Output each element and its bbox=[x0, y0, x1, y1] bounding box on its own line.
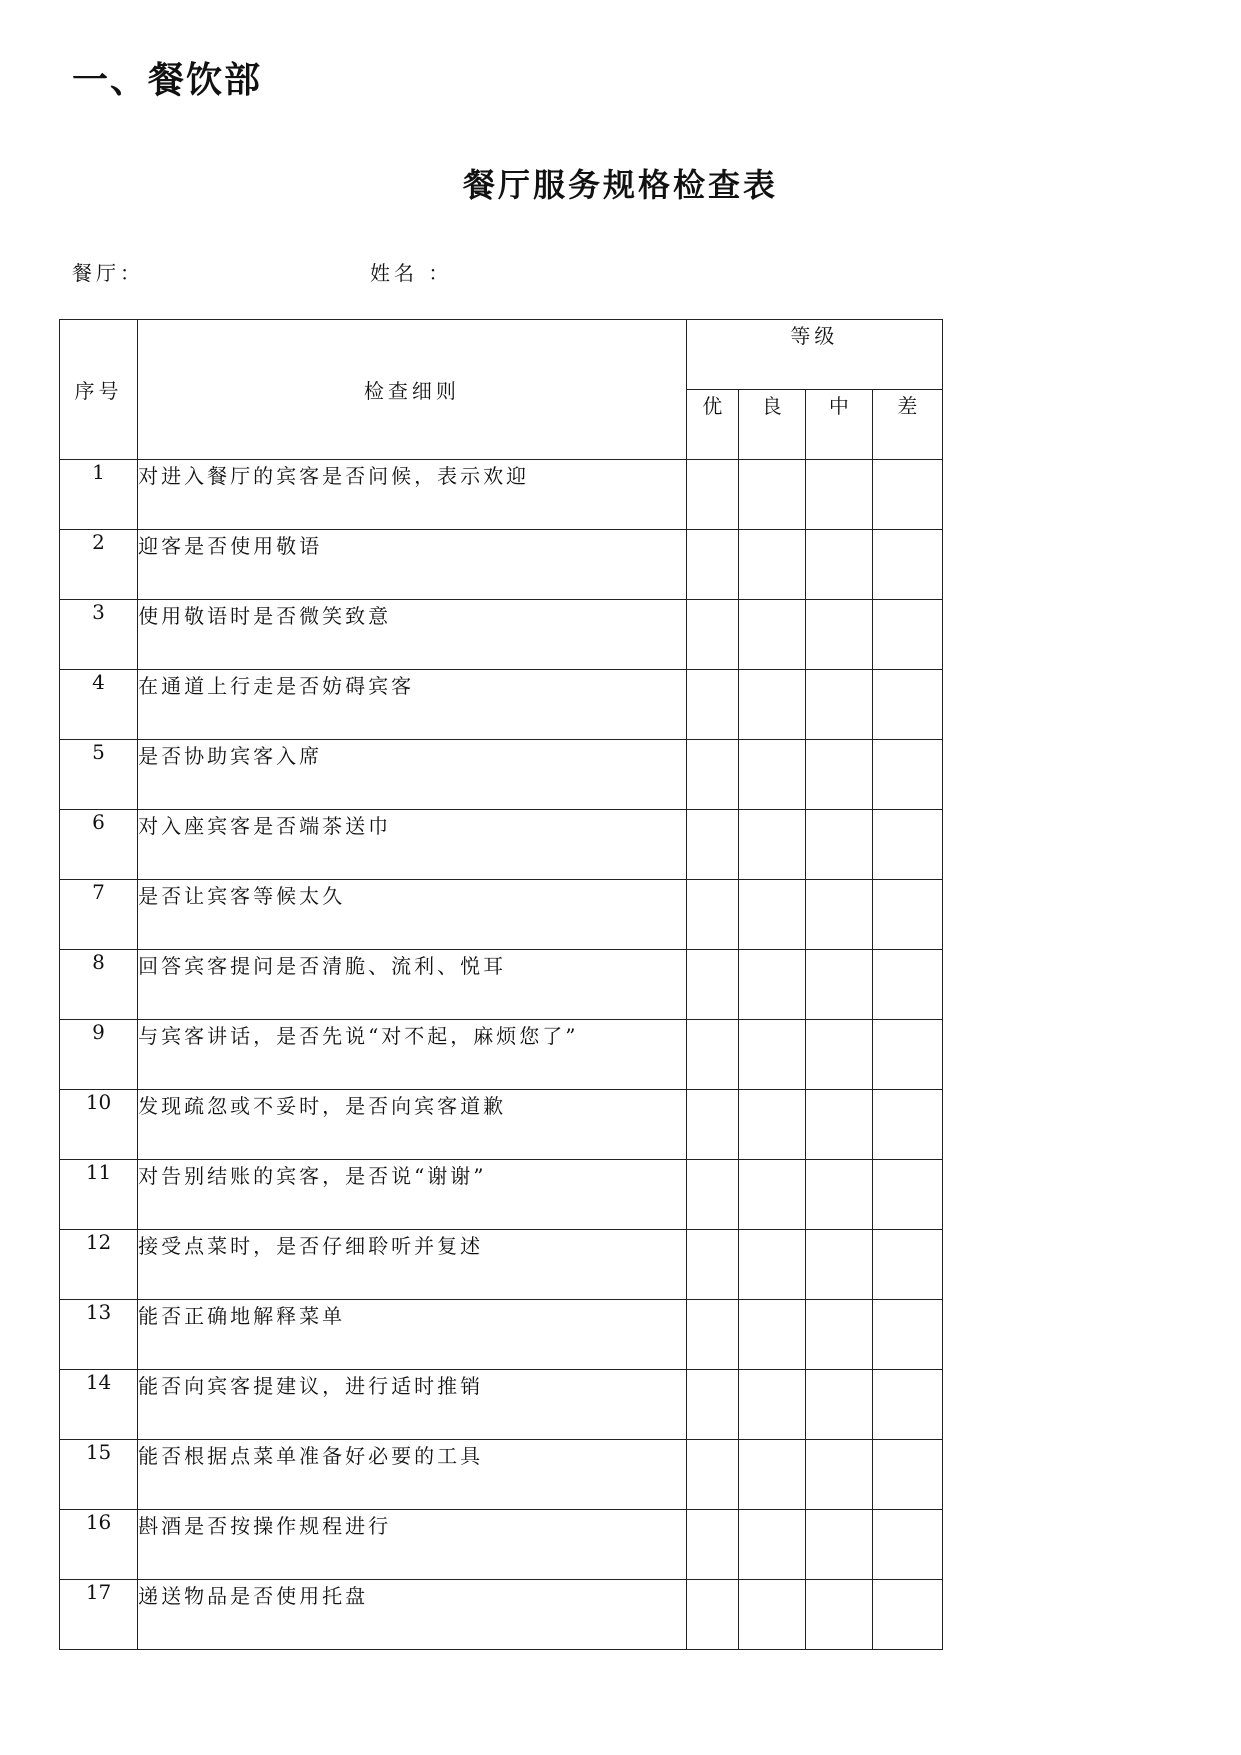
row-inspection-item: 对告别结账的宾客，是否说“谢谢” bbox=[138, 1160, 687, 1230]
grade-cell-poor[interactable] bbox=[872, 950, 942, 1020]
row-inspection-item: 能否正确地解释菜单 bbox=[138, 1300, 687, 1370]
table-row bbox=[60, 950, 943, 1020]
table-row bbox=[60, 1300, 943, 1370]
grade-cell-good[interactable] bbox=[738, 1300, 805, 1370]
header-grade-poor: 差 bbox=[872, 390, 942, 460]
row-inspection-item: 是否协助宾客入席 bbox=[138, 740, 687, 810]
table-row bbox=[60, 600, 943, 670]
grade-cell-good[interactable] bbox=[738, 1510, 805, 1580]
grade-cell-excellent[interactable] bbox=[686, 1580, 738, 1650]
grade-cell-excellent[interactable] bbox=[686, 460, 738, 530]
grade-cell-good[interactable] bbox=[738, 810, 805, 880]
grade-cell-average[interactable] bbox=[805, 670, 872, 740]
grade-cell-average[interactable] bbox=[805, 600, 872, 670]
table-row bbox=[60, 1510, 943, 1580]
table-row bbox=[60, 460, 943, 530]
row-inspection-item: 能否根据点菜单准备好必要的工具 bbox=[138, 1440, 687, 1510]
grade-cell-average[interactable] bbox=[805, 1370, 872, 1440]
row-serial-number: 17 bbox=[60, 1580, 138, 1650]
row-serial-number: 5 bbox=[60, 740, 138, 810]
table-row bbox=[60, 1230, 943, 1300]
grade-cell-good[interactable] bbox=[738, 1370, 805, 1440]
grade-cell-poor[interactable] bbox=[872, 460, 942, 530]
grade-cell-poor[interactable] bbox=[872, 1510, 942, 1580]
grade-cell-poor[interactable] bbox=[872, 1230, 942, 1300]
header-serial-number: 序号 bbox=[60, 320, 138, 460]
grade-cell-poor[interactable] bbox=[872, 1300, 942, 1370]
table-row bbox=[60, 1090, 943, 1160]
grade-cell-average[interactable] bbox=[805, 1440, 872, 1510]
row-inspection-item: 在通道上行走是否妨碍宾客 bbox=[138, 670, 687, 740]
grade-cell-excellent[interactable] bbox=[686, 1090, 738, 1160]
grade-cell-poor[interactable] bbox=[872, 1370, 942, 1440]
row-serial-number: 1 bbox=[60, 460, 138, 530]
grade-cell-average[interactable] bbox=[805, 1230, 872, 1300]
row-inspection-item: 是否让宾客等候太久 bbox=[138, 880, 687, 950]
row-serial-number: 9 bbox=[60, 1020, 138, 1090]
row-serial-number: 6 bbox=[60, 810, 138, 880]
grade-cell-good[interactable] bbox=[738, 880, 805, 950]
grade-cell-excellent[interactable] bbox=[686, 1160, 738, 1230]
table-row bbox=[60, 1370, 943, 1440]
grade-cell-good[interactable] bbox=[738, 1160, 805, 1230]
grade-cell-good[interactable] bbox=[738, 460, 805, 530]
grade-cell-good[interactable] bbox=[738, 950, 805, 1020]
row-inspection-item: 迎客是否使用敬语 bbox=[138, 530, 687, 600]
row-serial-number: 4 bbox=[60, 670, 138, 740]
row-serial-number: 12 bbox=[60, 1230, 138, 1300]
inspection-table bbox=[59, 319, 943, 1650]
row-serial-number: 7 bbox=[60, 880, 138, 950]
grade-cell-poor[interactable] bbox=[872, 530, 942, 600]
table-row bbox=[60, 880, 943, 950]
row-serial-number: 3 bbox=[60, 600, 138, 670]
grade-cell-good[interactable] bbox=[738, 1440, 805, 1510]
grade-cell-average[interactable] bbox=[805, 1510, 872, 1580]
grade-cell-average[interactable] bbox=[805, 1580, 872, 1650]
header-grade: 等级 bbox=[686, 320, 942, 390]
grade-cell-excellent[interactable] bbox=[686, 880, 738, 950]
grade-cell-excellent[interactable] bbox=[686, 1300, 738, 1370]
grade-cell-poor[interactable] bbox=[872, 740, 942, 810]
row-inspection-item: 接受点菜时，是否仔细聆听并复述 bbox=[138, 1230, 687, 1300]
row-serial-number: 14 bbox=[60, 1370, 138, 1440]
grade-cell-average[interactable] bbox=[805, 880, 872, 950]
row-inspection-item: 斟酒是否按操作规程进行 bbox=[138, 1510, 687, 1580]
table-row bbox=[60, 530, 943, 600]
grade-cell-excellent[interactable] bbox=[686, 670, 738, 740]
header-grade-good: 良 bbox=[738, 390, 805, 460]
grade-cell-excellent[interactable] bbox=[686, 950, 738, 1020]
grade-cell-excellent[interactable] bbox=[686, 1440, 738, 1510]
name-field bbox=[370, 258, 612, 288]
grade-cell-poor[interactable] bbox=[872, 1160, 942, 1230]
grade-cell-excellent[interactable] bbox=[686, 1020, 738, 1090]
row-inspection-item: 发现疏忽或不妥时，是否向宾客道歉 bbox=[138, 1090, 687, 1160]
grade-cell-good[interactable] bbox=[738, 740, 805, 810]
grade-cell-good[interactable] bbox=[738, 1090, 805, 1160]
grade-cell-excellent[interactable] bbox=[686, 600, 738, 670]
table-row bbox=[60, 1160, 943, 1230]
grade-cell-excellent[interactable] bbox=[686, 740, 738, 810]
grade-cell-excellent[interactable] bbox=[686, 810, 738, 880]
grade-cell-average[interactable] bbox=[805, 950, 872, 1020]
table-row bbox=[60, 1440, 943, 1510]
grade-cell-average[interactable] bbox=[805, 810, 872, 880]
grade-cell-average[interactable] bbox=[805, 740, 872, 810]
grade-cell-poor[interactable] bbox=[872, 600, 942, 670]
table-row bbox=[60, 1020, 943, 1090]
grade-cell-good[interactable] bbox=[738, 530, 805, 600]
table-row bbox=[60, 670, 943, 740]
row-serial-number: 13 bbox=[60, 1300, 138, 1370]
restaurant-field bbox=[72, 258, 304, 288]
row-inspection-item: 回答宾客提问是否清脆、流利、悦耳 bbox=[138, 950, 687, 1020]
grade-cell-poor[interactable] bbox=[872, 1090, 942, 1160]
grade-cell-poor[interactable] bbox=[872, 1440, 942, 1510]
grade-cell-average[interactable] bbox=[805, 1300, 872, 1370]
row-inspection-item: 使用敬语时是否微笑致意 bbox=[138, 600, 687, 670]
grade-cell-excellent[interactable] bbox=[686, 1510, 738, 1580]
form-title: 餐厅服务规格检查表 bbox=[462, 166, 778, 204]
row-serial-number: 11 bbox=[60, 1160, 138, 1230]
table-body bbox=[60, 460, 943, 1650]
grade-cell-poor[interactable] bbox=[872, 1580, 942, 1650]
grade-cell-poor[interactable] bbox=[872, 810, 942, 880]
grade-cell-average[interactable] bbox=[805, 460, 872, 530]
grade-cell-average[interactable] bbox=[805, 1020, 872, 1090]
grade-cell-good[interactable] bbox=[738, 670, 805, 740]
table-row bbox=[60, 740, 943, 810]
header-grade-excellent: 优 bbox=[686, 390, 738, 460]
grade-cell-average[interactable] bbox=[805, 530, 872, 600]
grade-cell-good[interactable] bbox=[738, 600, 805, 670]
header-grade-average: 中 bbox=[805, 390, 872, 460]
row-serial-number: 2 bbox=[60, 530, 138, 600]
table-row bbox=[60, 810, 943, 880]
grade-cell-excellent[interactable] bbox=[686, 1230, 738, 1300]
row-serial-number: 16 bbox=[60, 1510, 138, 1580]
section-heading: 一、餐饮部 bbox=[72, 60, 263, 101]
grade-cell-average[interactable] bbox=[805, 1160, 872, 1230]
grade-cell-poor[interactable] bbox=[872, 670, 942, 740]
row-inspection-item: 递送物品是否使用托盘 bbox=[138, 1580, 687, 1650]
row-serial-number: 15 bbox=[60, 1440, 138, 1510]
header-inspection-item: 检查细则 bbox=[138, 320, 687, 460]
table-row bbox=[60, 1580, 943, 1650]
grade-cell-excellent[interactable] bbox=[686, 1370, 738, 1440]
row-serial-number: 8 bbox=[60, 950, 138, 1020]
grade-cell-poor[interactable] bbox=[872, 1020, 942, 1090]
name-label: 姓名 ： bbox=[370, 261, 453, 285]
restaurant-label: 餐厅： bbox=[72, 261, 144, 285]
row-inspection-item: 与宾客讲话，是否先说“对不起，麻烦您了” bbox=[138, 1020, 687, 1090]
table-header-row bbox=[60, 320, 943, 390]
row-serial-number: 10 bbox=[60, 1090, 138, 1160]
grade-cell-good[interactable] bbox=[738, 1580, 805, 1650]
grade-cell-good[interactable] bbox=[738, 1230, 805, 1300]
grade-cell-good[interactable] bbox=[738, 1020, 805, 1090]
grade-cell-average[interactable] bbox=[805, 1090, 872, 1160]
row-inspection-item: 对入座宾客是否端茶送巾 bbox=[138, 810, 687, 880]
grade-cell-excellent[interactable] bbox=[686, 530, 738, 600]
row-inspection-item: 能否向宾客提建议，进行适时推销 bbox=[138, 1370, 687, 1440]
grade-cell-poor[interactable] bbox=[872, 880, 942, 950]
row-inspection-item: 对进入餐厅的宾客是否问候，表示欢迎 bbox=[138, 460, 687, 530]
